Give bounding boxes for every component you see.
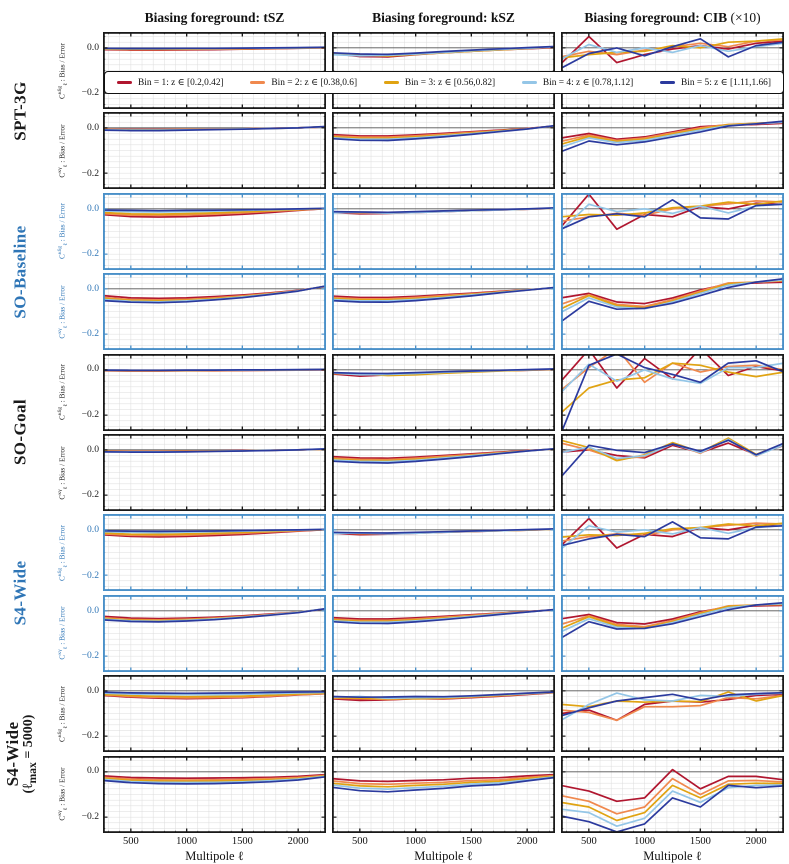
x-tick-label: 500 (581, 835, 597, 847)
y-axis-label-row8: $C^{\kappa\gamma}_\ell$ : Bias / Error (57, 606, 69, 660)
y-tick-label: −0.2 (81, 408, 99, 420)
y-tick-label: −0.2 (81, 730, 99, 742)
legend-label-bin4: Bin = 4: z ∈ [0.78,1.12] (542, 78, 634, 88)
legend-label-bin5: Bin = 5: z ∈ [1.11,1.66] (681, 78, 771, 88)
panel-row8-col2 (332, 595, 555, 672)
y-axis-label-row9: $C^{\kappa\delta g}_\ell$ : Bias / Error (57, 685, 69, 742)
panel-row2-col1 (103, 112, 326, 189)
x-tick-label: 1000 (634, 835, 656, 847)
column-title-ksz-text: Biasing foreground: kSZ (372, 10, 515, 25)
panel-row6-col3 (561, 434, 784, 511)
row-group-label-5: S4-Wide (ℓ$_{max}$ = 5000) (3, 714, 39, 794)
x-tick-label: 2000 (516, 835, 538, 847)
panel-row9-col1 (103, 675, 326, 752)
y-axis-label-row4: $C^{\kappa\gamma}_\ell$ : Bias / Error (57, 285, 69, 339)
panel-row10-col3 (561, 756, 784, 833)
panel-row2-col3 (561, 112, 784, 189)
panel-row2-col2 (332, 112, 555, 189)
column-title-cib-text: Biasing foreground: CIB (584, 10, 728, 25)
legend-swatch-bin1 (117, 81, 132, 84)
legend-item-bin4 (522, 77, 633, 88)
x-tick-label: 1500 (460, 835, 482, 847)
panel-row3-col3 (561, 193, 784, 270)
y-tick-label: 0.0 (87, 524, 99, 536)
panel-row8-col1 (103, 595, 326, 672)
x-axis-title-col1: Multipole ℓ (185, 848, 244, 863)
x-tick-label: 2000 (287, 835, 309, 847)
y-tick-label: −0.2 (81, 247, 99, 259)
y-tick-label: −0.2 (81, 328, 99, 340)
legend-label-bin3: Bin = 3: z ∈ [0.56,0.82] (404, 78, 496, 88)
y-tick-label: −0.2 (81, 569, 99, 581)
panel-row3-col2 (332, 193, 555, 270)
legend-item-bin5 (660, 77, 771, 88)
x-tick-label: 500 (123, 835, 139, 847)
x-tick-label: 2000 (745, 835, 767, 847)
y-tick-label: 0.0 (87, 443, 99, 455)
y-axis-label-row7: $C^{\kappa\delta g}_\ell$ : Bias / Error (57, 524, 69, 581)
y-tick-label: −0.2 (81, 810, 99, 822)
y-tick-label: 0.0 (87, 363, 99, 375)
x-tick-label: 1000 (176, 835, 198, 847)
row-group-label-2: SO-Baseline (10, 224, 30, 319)
panel-row7-col1 (103, 514, 326, 591)
x-axis-title-col3: Multipole ℓ (643, 848, 702, 863)
panel-row8-col3 (561, 595, 784, 672)
x-tick-label: 1500 (231, 835, 253, 847)
panel-row5-col2 (332, 354, 555, 431)
y-axis-label-row2: $C^{\kappa\gamma}_\ell$ : Bias / Error (57, 124, 69, 178)
panel-row4-col3 (561, 273, 784, 350)
legend-label-bin2: Bin = 2: z ∈ [0.38,0.6] (271, 78, 358, 88)
x-tick-label: 500 (352, 835, 368, 847)
panel-row7-col2 (332, 514, 555, 591)
y-axis-label-row3: $C^{\kappa\delta g}_\ell$ : Bias / Error (57, 203, 69, 260)
y-tick-label: −0.2 (81, 167, 99, 179)
legend-swatch-bin5 (660, 81, 675, 84)
y-tick-label: 0.0 (87, 122, 99, 134)
legend-label-bin1: Bin = 1: z ∈ [0.2,0.42] (138, 78, 224, 88)
y-tick-label: 0.0 (87, 283, 99, 295)
panel-row10-col1 (103, 756, 326, 833)
column-title-cib (561, 10, 784, 26)
panel-row7-col3 (561, 514, 784, 591)
legend (104, 71, 784, 94)
y-tick-label: 0.0 (87, 765, 99, 777)
panel-row4-col2 (332, 273, 555, 350)
y-tick-label: 0.0 (87, 604, 99, 616)
panel-row9-col2 (332, 675, 555, 752)
y-tick-label: 0.0 (87, 685, 99, 697)
y-axis-label-row6: $C^{\kappa\gamma}_\ell$ : Bias / Error (57, 445, 69, 500)
panel-row6-col1 (103, 434, 326, 511)
row-group-label-3: SO-Goal (10, 399, 30, 466)
legend-item-bin3 (384, 77, 495, 88)
panel-row6-col2 (332, 434, 555, 511)
column-title-ksz (332, 10, 555, 26)
y-tick-label: −0.2 (81, 649, 99, 661)
panel-row3-col1 (103, 193, 326, 270)
panel-row4-col1 (103, 273, 326, 350)
column-title-tsz-text: Biasing foreground: tSZ (144, 10, 285, 25)
y-tick-label: 0.0 (87, 41, 99, 53)
row-group-label-4: S4-Wide (10, 560, 30, 626)
legend-item-bin2 (250, 77, 357, 88)
column-title-cib-suffix: (×10) (727, 10, 761, 25)
panel-row10-col2 (332, 756, 555, 833)
y-axis-label-row10: $C^{\kappa\gamma}_\ell$ : Bias / Error (57, 767, 69, 821)
legend-swatch-bin4 (522, 81, 537, 84)
x-tick-label: 1500 (689, 835, 711, 847)
x-axis-title-col2: Multipole ℓ (414, 848, 473, 863)
y-tick-label: −0.2 (81, 87, 99, 99)
column-title-tsz (103, 10, 326, 26)
legend-swatch-bin3 (384, 81, 399, 84)
x-tick-label: 1000 (405, 835, 427, 847)
y-tick-label: 0.0 (87, 202, 99, 214)
legend-swatch-bin2 (250, 81, 265, 84)
panel-row5-col3 (561, 354, 784, 431)
legend-item-bin1 (117, 77, 224, 88)
panel-row9-col3 (561, 675, 784, 752)
row-group-label-1: SPT-3G (10, 80, 30, 141)
y-axis-label-row5: $C^{\kappa\delta g}_\ell$ : Bias / Error (57, 364, 69, 421)
y-tick-label: −0.2 (81, 489, 99, 501)
panel-row5-col1 (103, 354, 326, 431)
y-axis-label-row1: $C^{\kappa\delta g}_\ell$ : Bias / Error (57, 42, 69, 99)
